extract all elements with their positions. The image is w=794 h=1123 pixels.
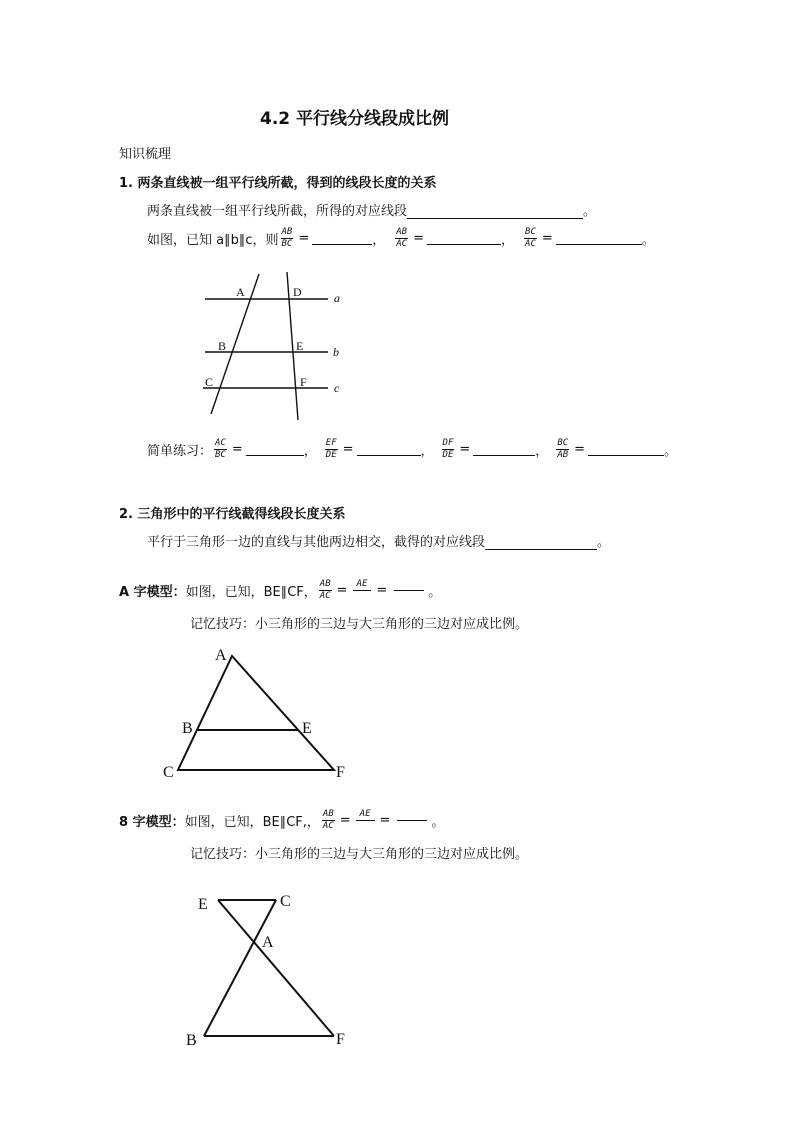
equals-sign: = [413, 230, 425, 246]
point-label-b: B [218, 339, 227, 353]
fraction-ac-bc: $\frac{AC}{BC}$ [215, 437, 226, 460]
point-label-a: A [236, 285, 245, 299]
fraction-ab-ac: $\frac{AB}{AC}$ [322, 808, 334, 831]
statement-text: 两条直线被一组平行线所截，所得的对应线段 [147, 204, 408, 219]
section-1-heading: 1. 两条直线被一组平行线所截，得到的线段长度的关系 [119, 176, 437, 191]
comma: ， [303, 443, 317, 459]
answer-line[interactable] [397, 820, 427, 821]
fraction-ab-ac: $\frac{AB}{AC}$ [319, 578, 331, 601]
point-label-f: F [300, 375, 307, 389]
point-label-d: D [293, 285, 302, 299]
period: 。 [641, 232, 655, 248]
point-label-e: E [302, 720, 312, 737]
fraction-df-de: $\frac{DF}{DE}$ [442, 437, 454, 460]
answer-blank[interactable] [312, 232, 372, 245]
point-label-e: E [198, 896, 208, 913]
eight-model-text: 如图，已知，BE∥CF,， [184, 814, 320, 830]
equals-sign: = [376, 582, 388, 598]
line-label-a: a [334, 291, 340, 305]
answer-blank[interactable] [246, 443, 304, 456]
line-label-c: c [334, 381, 340, 395]
point-label-a: A [215, 647, 227, 664]
equals-sign: = [574, 441, 586, 457]
point-label-e: E [296, 339, 304, 353]
a-model-row [119, 574, 441, 606]
equals-sign: = [231, 441, 243, 457]
fraction-ef-de: $\frac{EF}{DE}$ [325, 437, 337, 460]
fig-intro: 如图，已知 a∥b∥c，则 [147, 232, 279, 248]
equals-sign: = [541, 230, 553, 246]
point-label-c: C [205, 375, 214, 389]
period: 。 [597, 535, 611, 550]
equals-sign: = [339, 812, 351, 828]
eight-model-label: 8 字模型： [119, 814, 185, 830]
point-label-b: B [186, 1032, 197, 1049]
a-model-memo: 记忆技巧：小三角形的三边与大三角形的三边对应成比例。 [190, 617, 529, 632]
eight-model-row [119, 804, 444, 836]
large-triangle [178, 656, 334, 770]
answer-blank[interactable] [357, 443, 421, 456]
answer-blank[interactable] [473, 443, 535, 456]
practice-label: 简单练习： [147, 443, 213, 459]
line-label-b: b [333, 345, 339, 359]
answer-blank[interactable] [407, 206, 583, 219]
comma: ， [420, 443, 434, 459]
section-label: 知识梳理 [119, 147, 172, 162]
answer-line[interactable] [394, 590, 424, 591]
equals-sign: = [379, 812, 391, 828]
eight-model-memo: 记忆技巧：小三角形的三边与大三角形的三边对应成比例。 [190, 847, 529, 862]
period: 。 [431, 814, 445, 830]
point-label-a: A [262, 934, 274, 951]
fraction-bc-ac: $\frac{BC}{AC}$ [525, 226, 536, 249]
point-label-b: B [182, 720, 193, 737]
fraction-bc-ab: $\frac{BC}{AB}$ [557, 437, 569, 460]
section-2-statement [147, 531, 610, 550]
practice-row [147, 434, 677, 464]
point-label-c: C [163, 764, 174, 781]
statement-text: 平行于三角形一边的直线与其他两边相交，截得的对应线段 [147, 535, 486, 550]
point-label-f: F [336, 764, 345, 781]
comma: ， [535, 443, 549, 459]
equals-sign: = [342, 441, 354, 457]
period: 。 [428, 584, 442, 600]
eight-model-figure [180, 885, 360, 1055]
comma: ， [501, 232, 515, 248]
parallel-lines-figure [195, 268, 355, 428]
answer-blank[interactable] [556, 232, 642, 245]
fraction-ae-blank: AE [353, 579, 372, 591]
period: 。 [664, 443, 678, 459]
section-1-statement [147, 200, 596, 219]
period: 。 [583, 204, 597, 219]
equals-sign: = [459, 441, 471, 457]
equals-sign: = [298, 230, 310, 246]
line-ef [218, 900, 334, 1036]
answer-blank[interactable] [427, 232, 501, 245]
answer-blank[interactable] [588, 443, 664, 456]
fraction-ab-ac: $\frac{AB}{AC}$ [396, 226, 408, 249]
comma: ， [372, 232, 386, 248]
answer-blank[interactable] [485, 537, 597, 550]
page-title: 4.2 平行线分线段成比例 [260, 109, 450, 129]
a-model-figure [158, 642, 358, 782]
equals-sign: = [336, 582, 348, 598]
fraction-ae-blank: AE [356, 809, 375, 821]
point-label-c: C [280, 893, 291, 910]
a-model-label: A 字模型： [119, 584, 186, 600]
line-cb [204, 900, 276, 1036]
fraction-ab-bc: $\frac{AB}{BC}$ [281, 226, 293, 249]
a-model-text: 如图，已知，BE∥CF， [185, 584, 317, 600]
point-label-f: F [336, 1031, 345, 1048]
section-2-heading: 2. 三角形中的平行线截得线段长度关系 [119, 507, 346, 522]
ratio-row [147, 223, 655, 253]
